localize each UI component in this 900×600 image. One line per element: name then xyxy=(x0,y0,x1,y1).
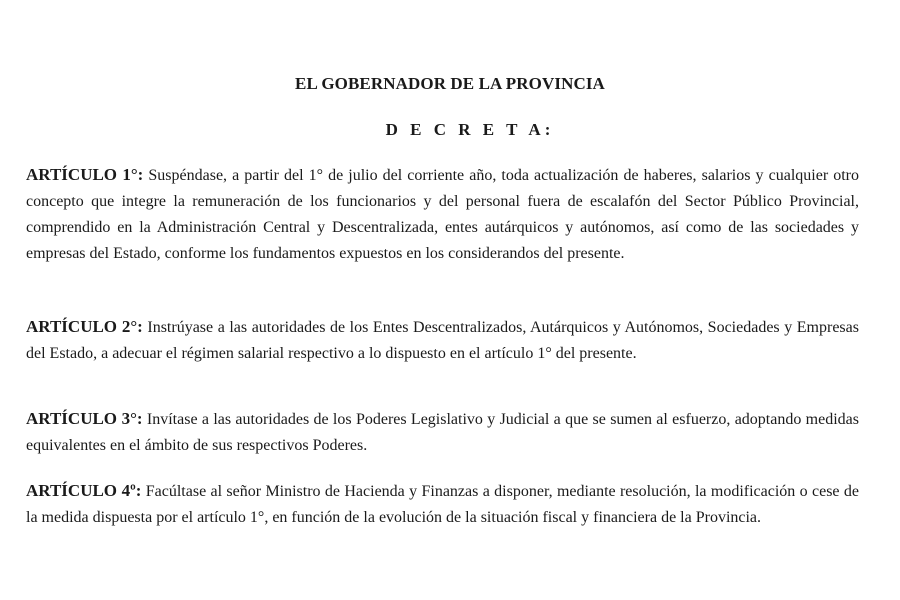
article-4-text: Facúltase al señor Ministro de Hacienda y Finanzas a disponer, mediante resolución, la modificación o cese de la medida dispuesta por el artículo 1°, en función de la evolución de la situación fiscal y financiera de la Provincia. xyxy=(26,483,859,526)
decree-heading: D E C R E T A: xyxy=(385,120,555,139)
article-1 xyxy=(26,162,859,267)
article-1-text: Suspéndase, a partir del 1° de julio del corriente año, toda actualización de haberes, salarios y cualquier otro concepto que integre la remuneración de los funcionarios y del personal fuera de escalafón del Sector Público Provincial, comprendido en la Administración Central y Descentralizada, entes autárquicos y autónomos, así como de las sociedades y empresas del Estado, conforme los fundamentos expuestos en los considerandos del presente. xyxy=(26,167,859,262)
article-4 xyxy=(26,478,859,531)
article-2-label: ARTÍCULO 2°: xyxy=(26,317,143,336)
article-2-text: Instrúyase a las autoridades de los Entes Descentralizados, Autárquicos y Autónomos, Sociedades y Empresas del Estado, a adecuar el régimen salarial respectivo a lo dispuesto en el artículo 1° del presente. xyxy=(26,319,859,362)
article-4-label: ARTÍCULO 4º: xyxy=(26,481,142,500)
article-3 xyxy=(26,406,859,459)
article-3-text: Invítase a las autoridades de los Poderes Legislativo y Judicial a que se sumen al esfuerzo, adoptando medidas equivalentes en el ámbito de sus respectivos Poderes. xyxy=(26,411,859,454)
document-title: EL GOBERNADOR DE LA PROVINCIA xyxy=(295,74,605,93)
article-3-label: ARTÍCULO 3°: xyxy=(26,409,143,428)
article-2 xyxy=(26,314,859,367)
article-1-label: ARTÍCULO 1°: xyxy=(26,165,144,184)
